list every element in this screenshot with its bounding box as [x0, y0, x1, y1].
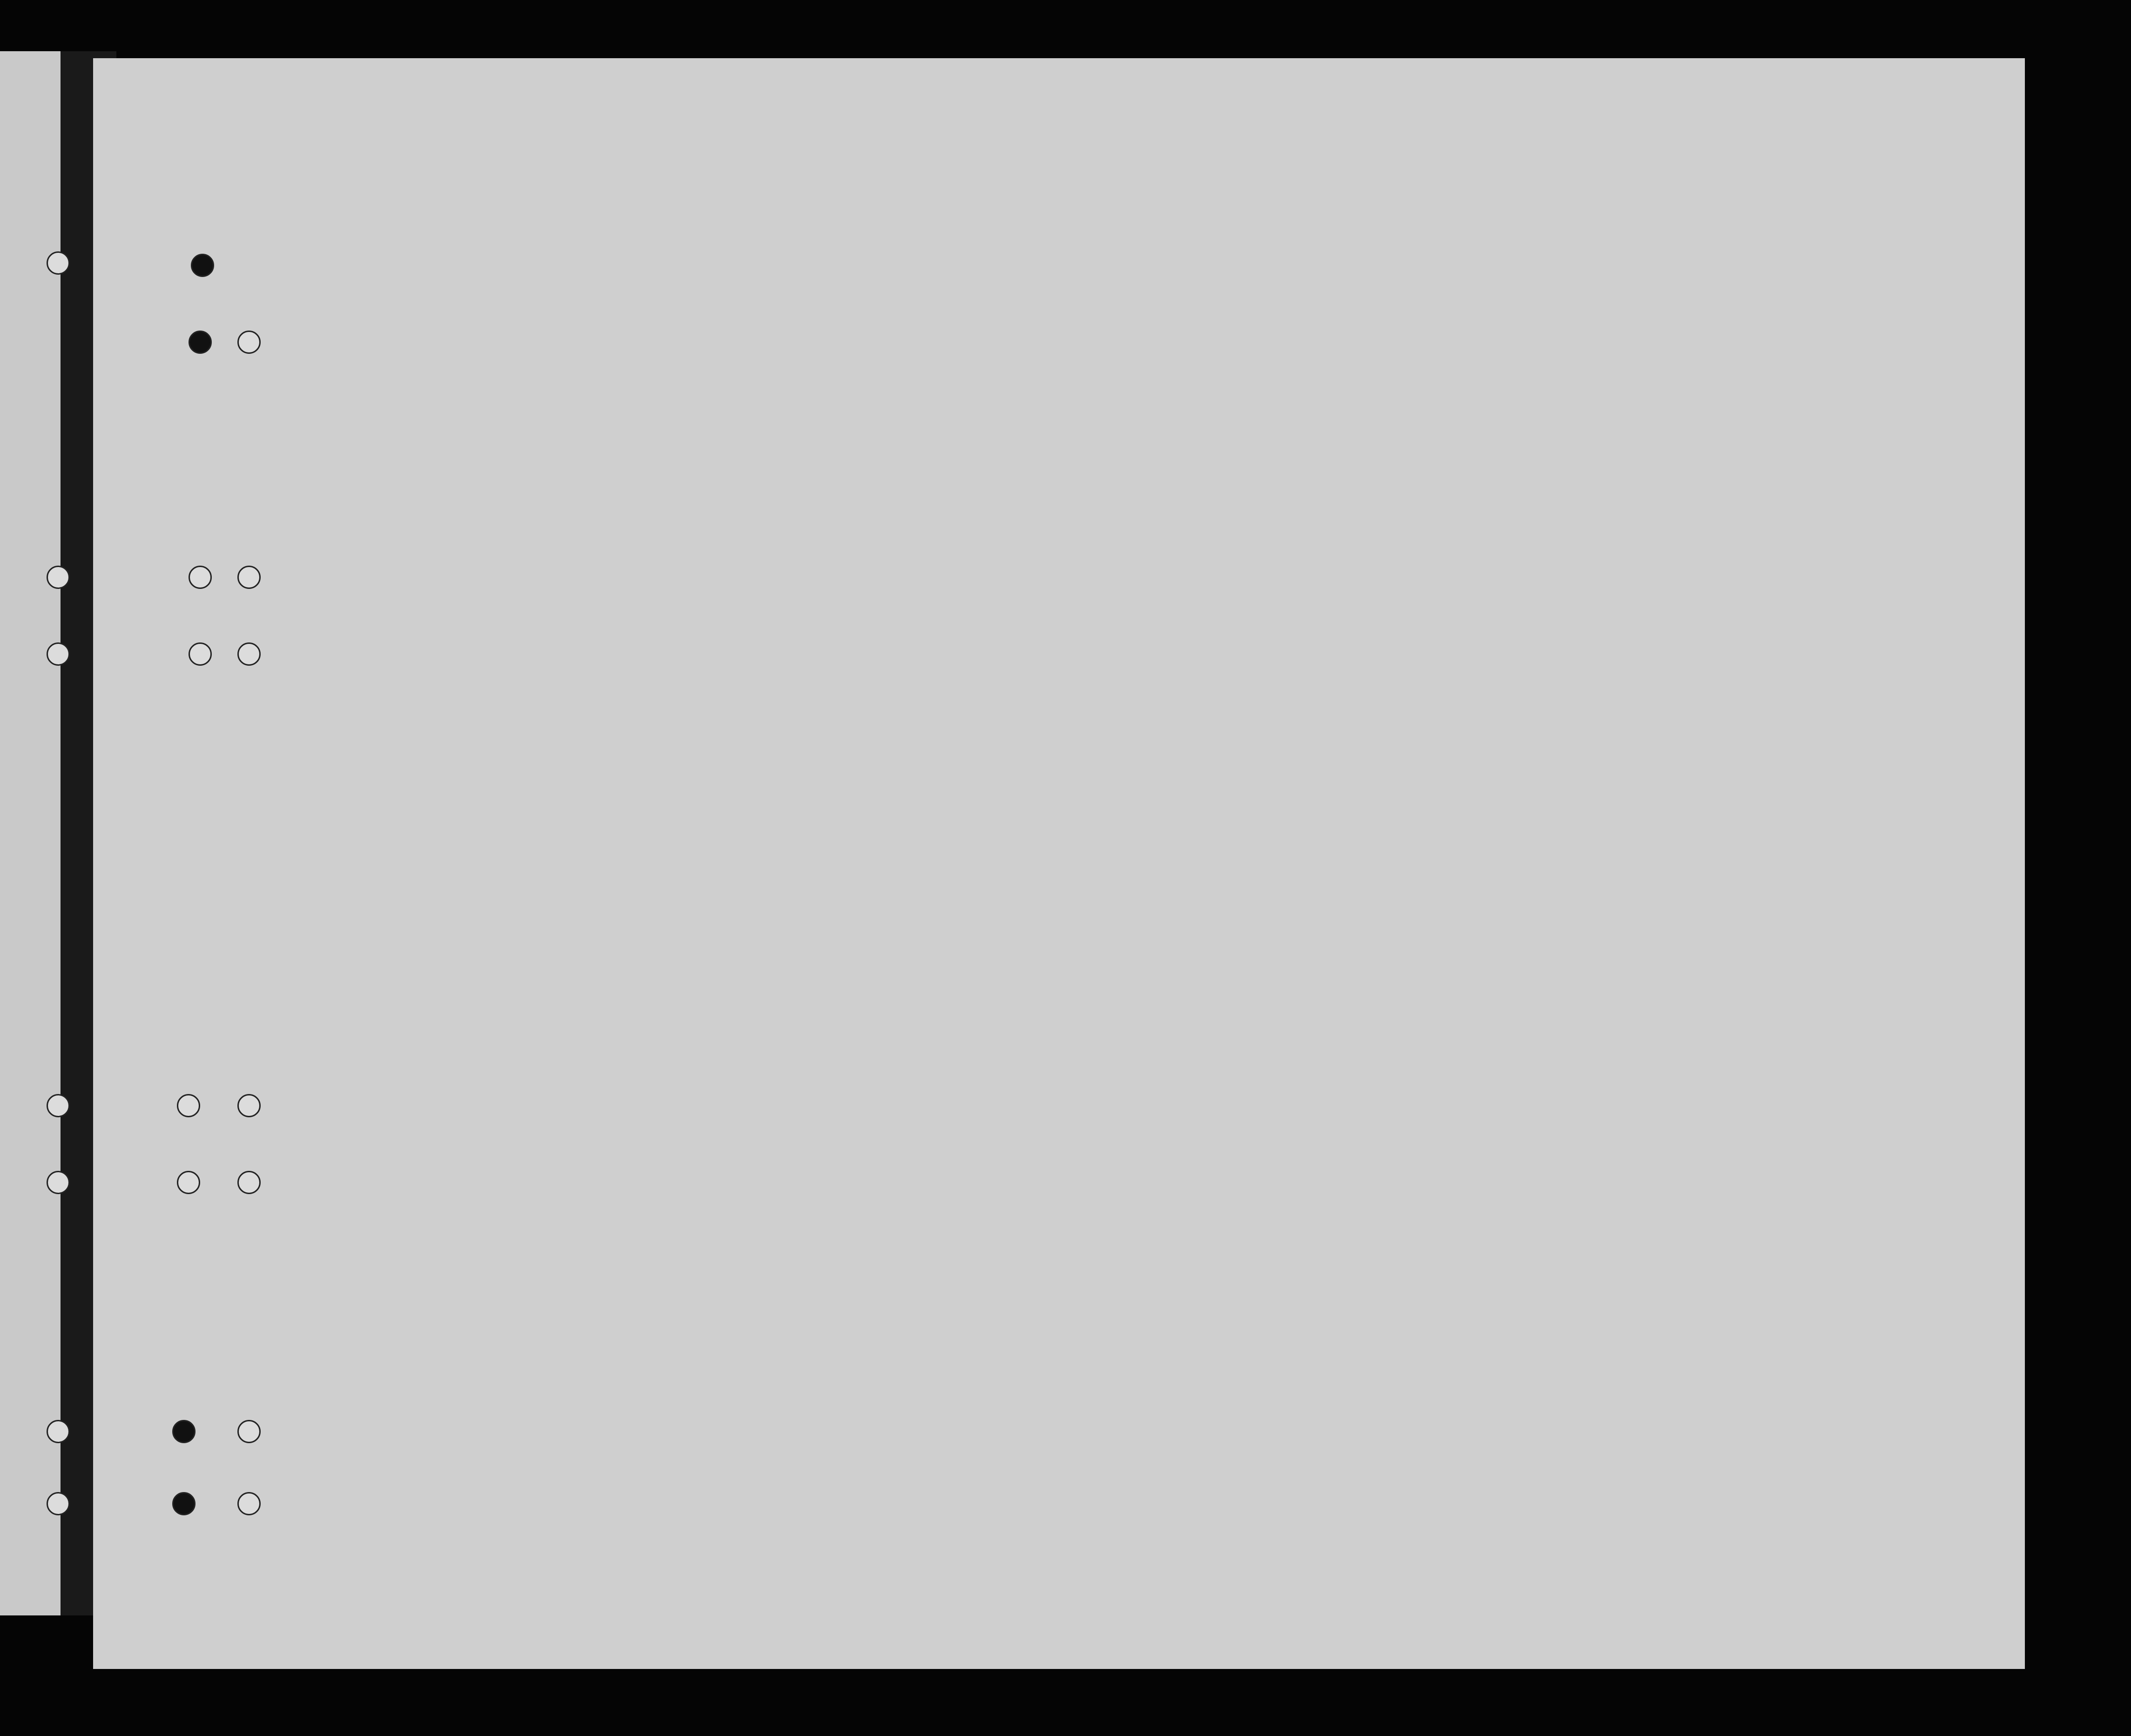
- binder-hole: [47, 1094, 70, 1117]
- binder-hole: [237, 566, 261, 589]
- binder-hole: [47, 566, 70, 589]
- binder-hole: [237, 1171, 261, 1194]
- binder-hole: [172, 1492, 196, 1515]
- binder-hole: [47, 1420, 70, 1443]
- table-grid: [93, 58, 2025, 1669]
- manifest-sheet: [93, 58, 2025, 1669]
- binder-hole: [172, 1420, 196, 1443]
- binder-hole: [237, 1420, 261, 1443]
- binder-hole: [189, 331, 212, 354]
- binder-hole: [47, 1171, 70, 1194]
- binder-hole: [189, 566, 212, 589]
- binder-hole: [47, 642, 70, 666]
- binder-hole: [191, 254, 214, 277]
- binder-hole: [237, 1094, 261, 1117]
- binder-hole: [47, 251, 70, 275]
- binder-hole: [189, 642, 212, 666]
- binder-hole: [47, 1492, 70, 1515]
- binder-hole: [237, 642, 261, 666]
- binder-hole: [177, 1094, 200, 1117]
- binder-hole: [237, 1492, 261, 1515]
- binder-hole: [177, 1171, 200, 1194]
- binder-hole: [237, 331, 261, 354]
